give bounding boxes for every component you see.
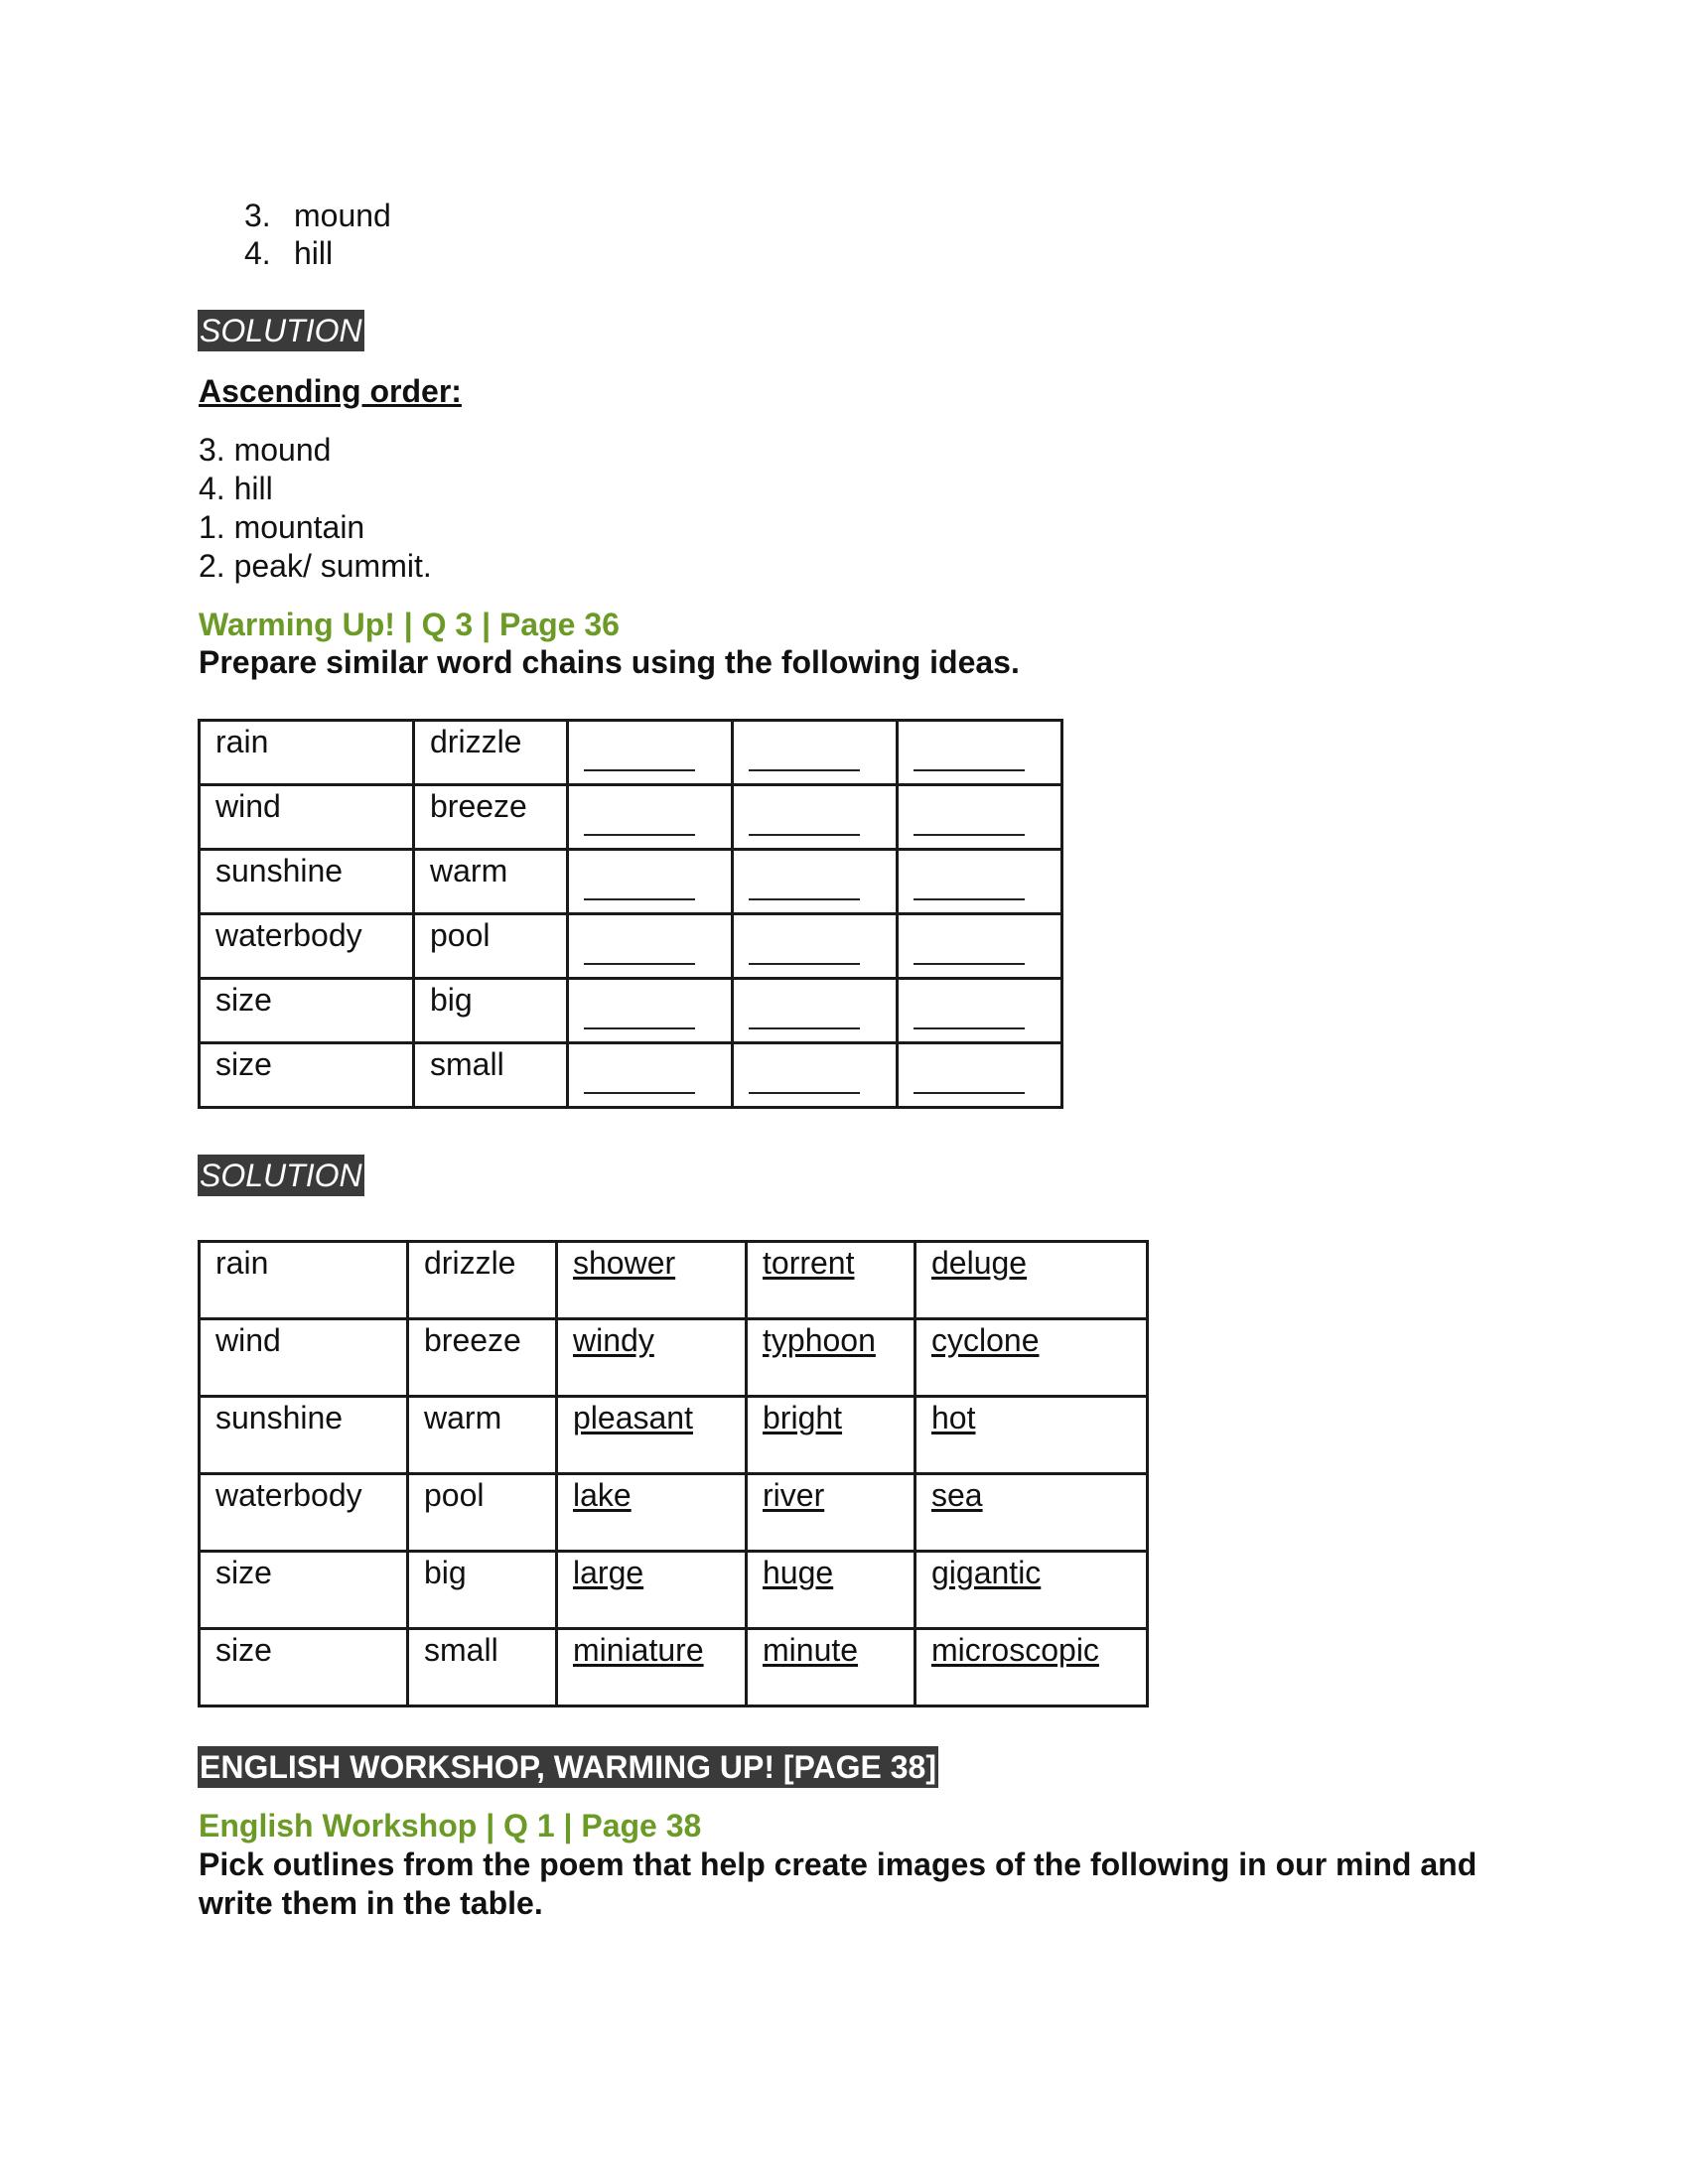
cell-text: drizzle — [430, 724, 522, 759]
table-cell — [414, 850, 568, 914]
cell-text: sunshine — [215, 1400, 344, 1435]
cell-text: big — [424, 1555, 467, 1590]
table-cell — [747, 1474, 915, 1552]
table-cell — [898, 721, 1062, 785]
answer-text: sea — [931, 1477, 983, 1513]
answer-text: minute — [763, 1632, 859, 1668]
blank-line — [914, 994, 1025, 1029]
blank-line — [914, 929, 1025, 965]
table-cell — [568, 785, 733, 850]
table-row — [200, 979, 1062, 1043]
cell-text: small — [430, 1046, 504, 1082]
table-cell — [568, 1043, 733, 1108]
table-cell — [200, 979, 414, 1043]
list-item: 4. hill — [199, 471, 273, 506]
table-cell — [747, 1629, 915, 1706]
blank-line — [749, 994, 860, 1029]
answer-text: shower — [573, 1245, 676, 1281]
blank-line — [584, 994, 695, 1029]
cell-text: rain — [215, 1245, 269, 1281]
blank-line — [749, 736, 860, 771]
answer-text: gigantic — [931, 1555, 1042, 1590]
table-cell — [568, 850, 733, 914]
answer-text: cyclone — [931, 1322, 1040, 1358]
table-cell — [408, 1397, 557, 1474]
answer-text: torrent — [763, 1245, 855, 1281]
table-cell — [200, 914, 414, 979]
table-cell — [557, 1397, 747, 1474]
table-cell — [915, 1397, 1148, 1474]
cell-text: wind — [215, 1322, 281, 1358]
cell-text: rain — [215, 724, 269, 759]
table-cell — [898, 785, 1062, 850]
table-cell — [200, 721, 414, 785]
answer-text: typhoon — [763, 1322, 876, 1358]
table-cell — [898, 1043, 1062, 1108]
blank-line — [914, 736, 1025, 771]
table-cell — [747, 1397, 915, 1474]
table-cell — [408, 1242, 557, 1319]
table-cell — [733, 721, 898, 785]
list-item: 3. mound — [199, 432, 332, 468]
table-cell — [414, 914, 568, 979]
table-cell — [733, 914, 898, 979]
table-cell — [557, 1552, 747, 1629]
workshop-q1-heading: English Workshop | Q 1 | Page 38 — [199, 1808, 702, 1843]
table-cell — [733, 979, 898, 1043]
answer-text: pleasant — [573, 1400, 693, 1435]
table-cell — [200, 850, 414, 914]
table-cell — [898, 850, 1062, 914]
cell-text: sunshine — [215, 853, 344, 888]
ascending-order-list — [199, 431, 432, 586]
cell-text: size — [215, 1632, 272, 1668]
cell-text: breeze — [430, 788, 527, 824]
list-item: 4. hill — [244, 235, 334, 271]
table-cell — [568, 914, 733, 979]
answer-text: microscopic — [931, 1632, 1099, 1668]
blank-line — [749, 929, 860, 965]
list-item: 3. mound — [244, 198, 391, 233]
answer-text: bright — [763, 1400, 843, 1435]
cell-text: big — [430, 982, 473, 1018]
table-cell — [557, 1319, 747, 1397]
table-cell — [557, 1474, 747, 1552]
table-row — [200, 914, 1062, 979]
blank-line — [914, 1058, 1025, 1094]
table-cell — [414, 1043, 568, 1108]
cell-text: pool — [424, 1477, 485, 1513]
answer-text: miniature — [573, 1632, 704, 1668]
table-cell — [408, 1629, 557, 1706]
table-cell — [898, 979, 1062, 1043]
table-cell — [557, 1629, 747, 1706]
table-cell — [200, 1552, 408, 1629]
table-cell — [200, 1397, 408, 1474]
table-cell — [915, 1629, 1148, 1706]
ascending-order-heading: Ascending order: — [199, 373, 462, 409]
workshop-q1-question: Pick outlines from the poem that help create images of the following in our mind and write them in the table. — [199, 1846, 1477, 1921]
q3-heading: Warming Up! | Q 3 | Page 36 — [199, 607, 620, 642]
blank-line — [584, 929, 695, 965]
table-cell — [898, 914, 1062, 979]
table-row — [200, 721, 1062, 785]
table-cell — [200, 1629, 408, 1706]
english-workshop-label: ENGLISH WORKSHOP, WARMING UP! [PAGE 38] — [198, 1746, 938, 1788]
table-row — [200, 1319, 1148, 1397]
table-row — [200, 1552, 1148, 1629]
blank-line — [749, 865, 860, 900]
cell-text: small — [424, 1632, 498, 1668]
answer-text: lake — [573, 1477, 632, 1513]
table-cell — [568, 979, 733, 1043]
table-cell — [733, 850, 898, 914]
cell-text: warm — [424, 1400, 502, 1435]
answer-text: large — [573, 1555, 644, 1590]
table-cell — [915, 1319, 1148, 1397]
table-cell — [408, 1552, 557, 1629]
answer-text: deluge — [931, 1245, 1028, 1281]
table-cell — [747, 1242, 915, 1319]
table-cell — [915, 1474, 1148, 1552]
table-cell — [200, 1319, 408, 1397]
table-cell — [414, 721, 568, 785]
table-row — [200, 1629, 1148, 1706]
blank-line — [914, 865, 1025, 900]
solution-label: SOLUTION — [198, 310, 364, 351]
cell-text: breeze — [424, 1322, 521, 1358]
table-cell — [414, 785, 568, 850]
table-cell — [733, 1043, 898, 1108]
table-cell — [747, 1552, 915, 1629]
cell-text: waterbody — [215, 1477, 362, 1513]
table-row — [200, 1242, 1148, 1319]
table-cell — [915, 1552, 1148, 1629]
list-item: 2. peak/ summit. — [199, 548, 432, 584]
blank-line — [584, 736, 695, 771]
blank-line — [914, 800, 1025, 836]
blank-line — [749, 1058, 860, 1094]
word-chain-exercise-table — [198, 719, 1063, 1109]
cell-text: warm — [430, 853, 508, 888]
cell-text: wind — [215, 788, 281, 824]
blank-line — [584, 800, 695, 836]
list-item: 1. mountain — [199, 509, 365, 545]
table-row — [200, 785, 1062, 850]
table-row — [200, 1474, 1148, 1552]
table-cell — [414, 979, 568, 1043]
table-cell — [557, 1242, 747, 1319]
table-cell — [733, 785, 898, 850]
solution-label-2: SOLUTION — [198, 1155, 364, 1196]
table-row — [200, 850, 1062, 914]
table-cell — [408, 1474, 557, 1552]
cell-text: size — [215, 1555, 272, 1590]
cell-text: size — [215, 1046, 272, 1082]
table-cell — [200, 1043, 414, 1108]
table-cell — [200, 785, 414, 850]
cell-text: drizzle — [424, 1245, 516, 1281]
table-cell — [200, 1474, 408, 1552]
cell-text: size — [215, 982, 272, 1018]
q3-question: Prepare similar word chains using the following ideas. — [199, 644, 1020, 680]
answer-text: hot — [931, 1400, 976, 1435]
table-cell — [915, 1242, 1148, 1319]
top-numbered-list — [244, 197, 391, 272]
table-cell — [747, 1319, 915, 1397]
word-chain-solution-table — [198, 1240, 1149, 1707]
answer-text: windy — [573, 1322, 654, 1358]
table-row — [200, 1043, 1062, 1108]
table-row — [200, 1397, 1148, 1474]
table-cell — [568, 721, 733, 785]
table-cell — [200, 1242, 408, 1319]
answer-text: river — [763, 1477, 825, 1513]
answer-text: huge — [763, 1555, 834, 1590]
blank-line — [584, 1058, 695, 1094]
cell-text: waterbody — [215, 917, 362, 953]
blank-line — [749, 800, 860, 836]
cell-text: pool — [430, 917, 491, 953]
blank-line — [584, 865, 695, 900]
table-cell — [408, 1319, 557, 1397]
